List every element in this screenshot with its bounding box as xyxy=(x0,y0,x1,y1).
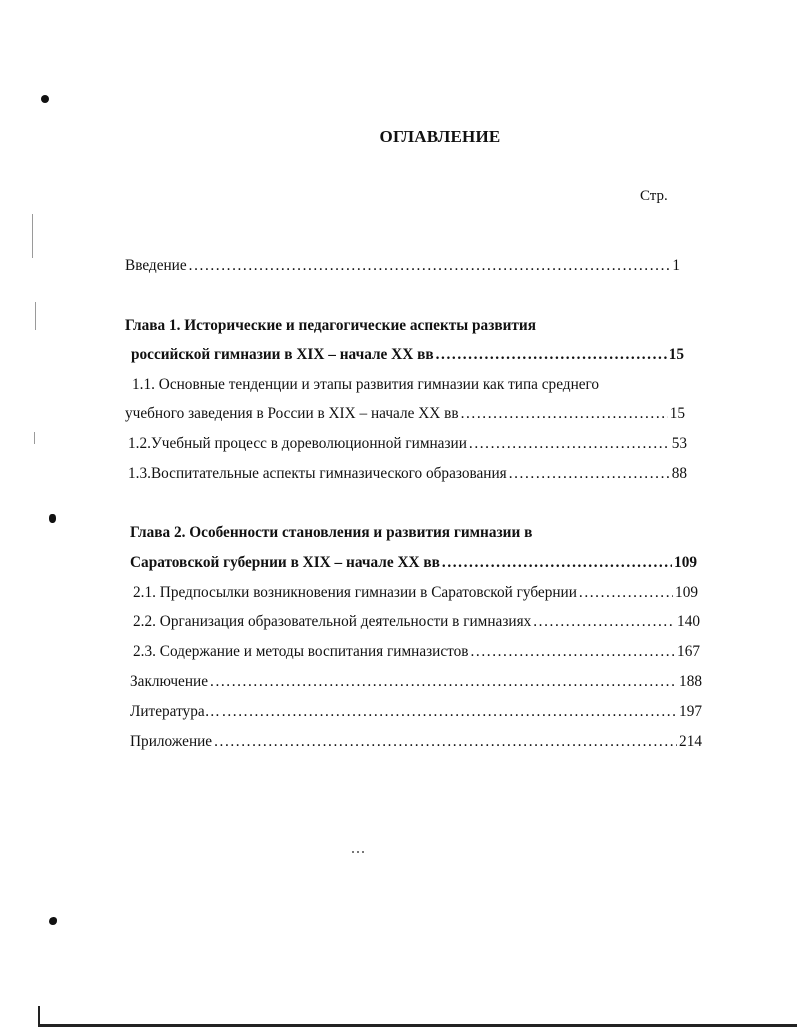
scan-line xyxy=(34,432,35,444)
scan-speck xyxy=(41,95,49,103)
toc-leader xyxy=(461,404,668,424)
toc-leader xyxy=(436,345,667,365)
toc-label: учебного заведения в России в XIX – начале XX вв xyxy=(125,405,459,422)
toc-page: 167 xyxy=(677,643,700,660)
page-column-label: Стр. xyxy=(640,188,668,204)
toc-page: 109 xyxy=(674,554,697,571)
toc-leader xyxy=(214,732,677,752)
page-edge xyxy=(38,1024,797,1027)
toc-entry-conclusion[interactable] xyxy=(130,672,702,692)
toc-page: 109 xyxy=(675,584,698,601)
toc-entry-literature[interactable] xyxy=(130,702,702,722)
toc-page: 214 xyxy=(679,733,702,750)
scan-line xyxy=(35,302,36,330)
toc-page: 197 xyxy=(679,703,702,720)
toc-label: Введение xyxy=(125,257,187,274)
scan-line xyxy=(32,214,33,258)
chapter2-heading-line1[interactable]: Глава 2. Особенности становления и развития гимназии в xyxy=(130,524,533,541)
toc-entry-chapter2[interactable] xyxy=(130,553,697,573)
scan-speck xyxy=(49,514,56,523)
toc-leader xyxy=(222,702,677,722)
toc-entry-section-2-3[interactable] xyxy=(133,642,700,662)
toc-leader xyxy=(442,553,672,573)
toc-leader xyxy=(189,256,671,276)
toc-page: 188 xyxy=(679,673,702,690)
toc-label: 1.2.Учебный процесс в дореволюционной гимназии xyxy=(128,435,467,452)
page-edge xyxy=(38,1006,40,1026)
toc-page: 53 xyxy=(671,435,687,452)
toc-leader xyxy=(469,434,670,454)
toc-entry-section-1-1[interactable] xyxy=(125,404,685,424)
toc-leader xyxy=(533,612,675,632)
section-1-1-line1[interactable]: 1.1. Основные тенденции и этапы развития гимназии как типа среднего xyxy=(132,376,600,393)
toc-label: Заключение xyxy=(130,673,209,690)
toc-page: 140 xyxy=(677,613,700,630)
toc-entry-section-2-1[interactable] xyxy=(133,583,698,603)
toc-label: 2.2. Организация образовательной деятельности в гимназиях xyxy=(133,613,532,630)
toc-page: 15 xyxy=(668,346,684,363)
toc-entry-chapter1[interactable] xyxy=(131,345,684,365)
toc-label: Литература… xyxy=(130,703,220,720)
toc-leader xyxy=(509,464,670,484)
toc-entry-section-1-3[interactable] xyxy=(128,464,687,484)
toc-leader xyxy=(210,672,677,692)
toc-entry-section-1-2[interactable] xyxy=(128,434,687,454)
toc-entry-appendix[interactable] xyxy=(130,732,702,752)
toc-leader xyxy=(471,642,676,662)
toc-page: 88 xyxy=(671,465,687,482)
toc-label: российской гимназии в XIX – начале XX вв xyxy=(131,346,434,363)
page-title: ОГЛАВЛЕНИЕ xyxy=(379,127,501,146)
toc-entry-intro[interactable] xyxy=(125,256,680,276)
toc-page: 1 xyxy=(672,257,680,274)
toc-label: 2.1. Предпосылки возникновения гимназии в Саратовской губернии xyxy=(133,584,577,601)
toc-label: 2.3. Содержание и методы воспитания гимназистов xyxy=(133,643,469,660)
chapter1-heading-line1[interactable]: Глава 1. Исторические и педагогические аспекты развития xyxy=(125,317,537,334)
toc-entry-section-2-2[interactable] xyxy=(133,612,700,632)
toc-leader xyxy=(579,583,673,603)
toc-label: 1.3.Воспитательные аспекты гимназического образования xyxy=(128,465,507,482)
scan-speck xyxy=(49,917,57,925)
scan-speck xyxy=(352,851,366,853)
toc-label: Приложение xyxy=(130,733,213,750)
toc-page: 15 xyxy=(669,405,685,422)
toc-label: Саратовской губернии в XIX – начале XX вв xyxy=(130,554,440,571)
